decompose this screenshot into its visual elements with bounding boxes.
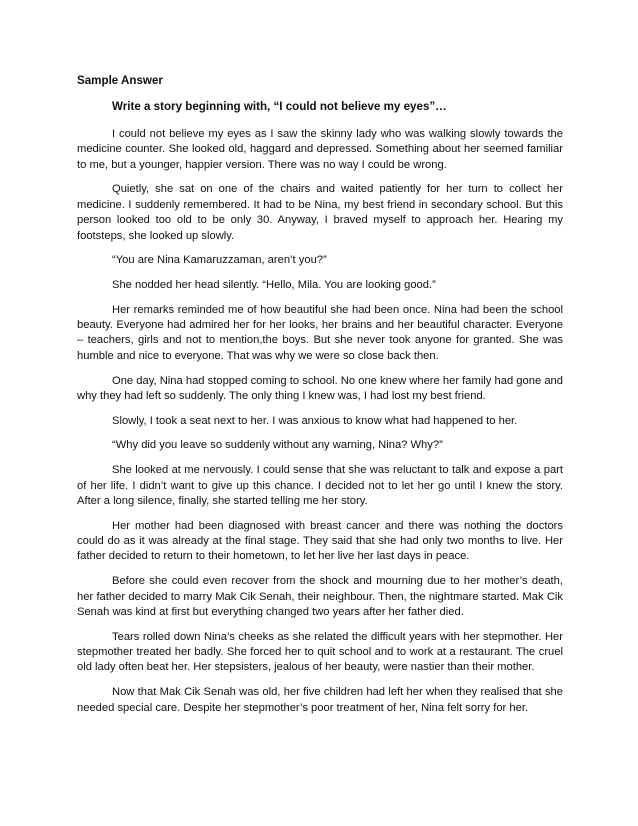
paragraph-8: “Why did you leave so suddenly without any warning, Nina? Why?” [112,439,443,452]
paragraph-10: Her mother had been diagnosed with breast cancer and there was nothing the doctors could do as it was already at the final stage. They said that she had only two months to live. Her father decided to return to their hometown, to let her live her last days in peace. [77,519,563,563]
paragraph-9: She looked at me nervously. I could sense that she was reluctant to talk and expose a part of her life. I didn’t want to give up this chance. I decided not to let her go until I knew the story. After a long silence, finally, she started telling me her story. [77,464,563,507]
paragraph-3: “You are Nina Kamaruzzaman, aren’t you?” [112,254,327,267]
paragraph-11: Before she could even recover from the shock and mourning due to her mother’s death, her father decided to marry Mak Cik Senah, their neighbour. Then, the nightmare started. Mak Cik Senah was kind at first but everything changed two years after her father died. [77,575,563,618]
paragraph-4: She nodded her head silently. “Hello, Mila. You are looking good.” [112,278,436,291]
paragraph-12: Tears rolled down Nina’s cheeks as she related the difficult years with her stepmother. Her stepmother treated her badly. She forced her to quit school and to work at a restaurant. The cruel old lady often beat her. Her stepsisters, jealous of her beauty, were nastier than their mother. [77,630,563,674]
paragraph-5: Her remarks reminded me of how beautiful she had been once. Nina had been the school beauty. Everyone had admired her for her looks, her brains and her beautiful character. Everyone – teachers, girls and not to mention,the boys. But she never took anyone for granted. She was humble and nice to everyone. That was why we were so close back then. [77,303,563,362]
document-heading: Sample Answer [77,74,163,87]
paragraph-2: Quietly, she sat on one of the chairs and waited patiently for her turn to collect her medicine. I suddenly remembered. It had to be Nina, my best friend in secondary school. But this person looked too old to be only 30. Anyway, I braved myself to approach her. Hearing my footsteps, she looked up slowly. [77,183,563,242]
paragraph-13: Now that Mak Cik Senah was old, her five children had left her when they realised that she needed special care. Despite her stepmother’s poor treatment of her, Nina felt sorry for her. [77,686,563,714]
paragraph-1: I could not believe my eyes as I saw the skinny lady who was walking slowly towards the medicine counter. She looked old, haggard and depressed. Something about her seemed familiar to me, but a younger, happier version. There was no way I could be wrong. [77,127,563,171]
paragraph-6: One day, Nina had stopped coming to school. No one knew where her family had gone and why they had left so suddenly. The only thing I knew was, I had lost my best friend. [77,374,563,402]
paragraph-7: Slowly, I took a seat next to her. I was anxious to know what had happened to her. [112,414,518,427]
story-prompt: Write a story beginning with, “I could not believe my eyes”… [112,100,447,114]
document-body [77,73,563,725]
